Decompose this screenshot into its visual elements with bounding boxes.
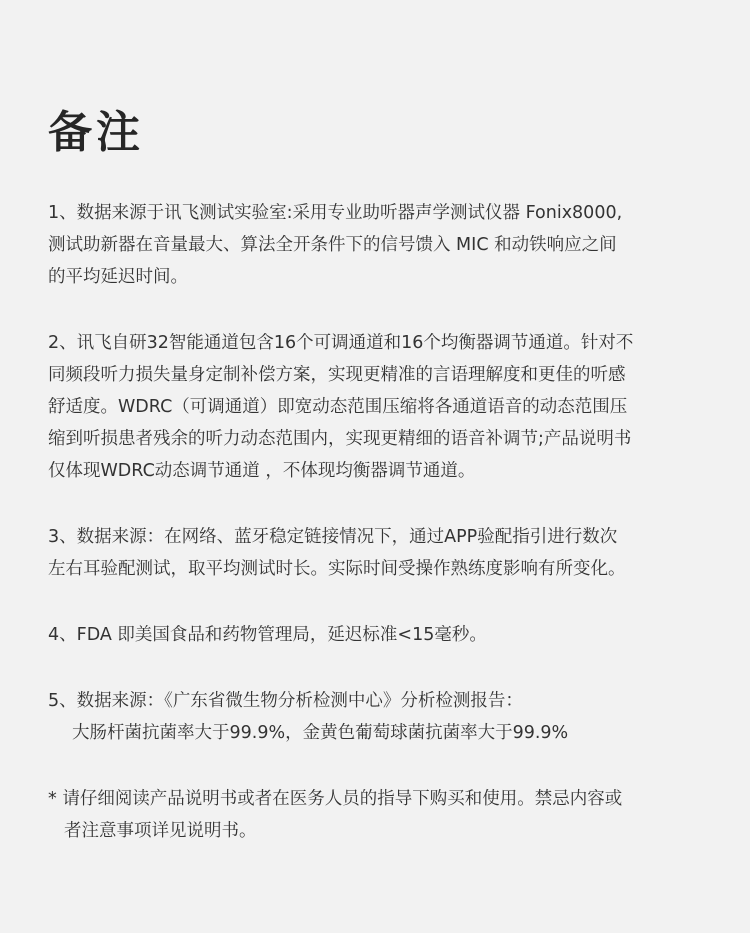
note-2-line-5: 仅体现WDRC动态调节通道 ，不体现均衡器调节通道。 <box>48 461 476 481</box>
note-3-line-1: 3、数据来源：在网络、蓝牙稳定链接情况下，通过APP验配指引进行数次 <box>48 527 618 547</box>
note-2-line-1: 2、讯飞自研32智能通道包含16个可调通道和16个均衡器调节通道。针对不 <box>48 333 634 353</box>
note-1-line-1: 1、数据来源于讯飞测试实验室:采用专业助听器声学测试仪器 Fonix8000, <box>48 203 623 223</box>
page-title: 备注 <box>48 107 144 158</box>
disclaimer-footnote <box>48 783 710 847</box>
note-5-indented-line: 大肠杆菌抗菌率大于99.9%，金黄色葡萄球菌抗菌率大于99.9% <box>72 723 569 743</box>
footnote-line-1: * 请仔细阅读产品说明书或者在医务人员的指导下购买和使用。禁忌内容或 <box>48 789 623 809</box>
note-2 <box>48 327 710 487</box>
note-3-line-2: 左右耳验配测试，取平均测试时长。实际时间受操作熟练度影响有所变化。 <box>48 559 626 579</box>
note-4-line-1: 4、FDA 即美国食品和药物管理局，延迟标准<15毫秒。 <box>48 625 487 645</box>
footnote-indented-line: 者注意事项详见说明书。 <box>64 821 257 841</box>
note-1-line-2: 测试助新器在音量最大、算法全开条件下的信号馈入 MIC 和动铁响应之间 <box>48 235 617 255</box>
note-2-line-3: 舒适度。WDRC（可调通道）即宽动态范围压缩将各通道语音的动态范围压 <box>48 397 628 417</box>
note-3 <box>48 521 710 585</box>
note-5 <box>48 685 710 749</box>
note-2-line-2: 同频段听力损失量身定制补偿方案，实现更精准的言语理解度和更佳的听感 <box>48 365 626 385</box>
note-2-line-4: 缩到听损患者残余的听力动态范围内，实现更精细的语音补调节;产品说明书 <box>48 429 632 449</box>
note-1 <box>48 197 710 293</box>
note-5-line-1: 5、数据来源：《广东省微生物分析检测中心》分析检测报告： <box>48 691 523 711</box>
note-4 <box>48 619 710 651</box>
note-1-line-3: 的平均延迟时间。 <box>48 267 188 287</box>
